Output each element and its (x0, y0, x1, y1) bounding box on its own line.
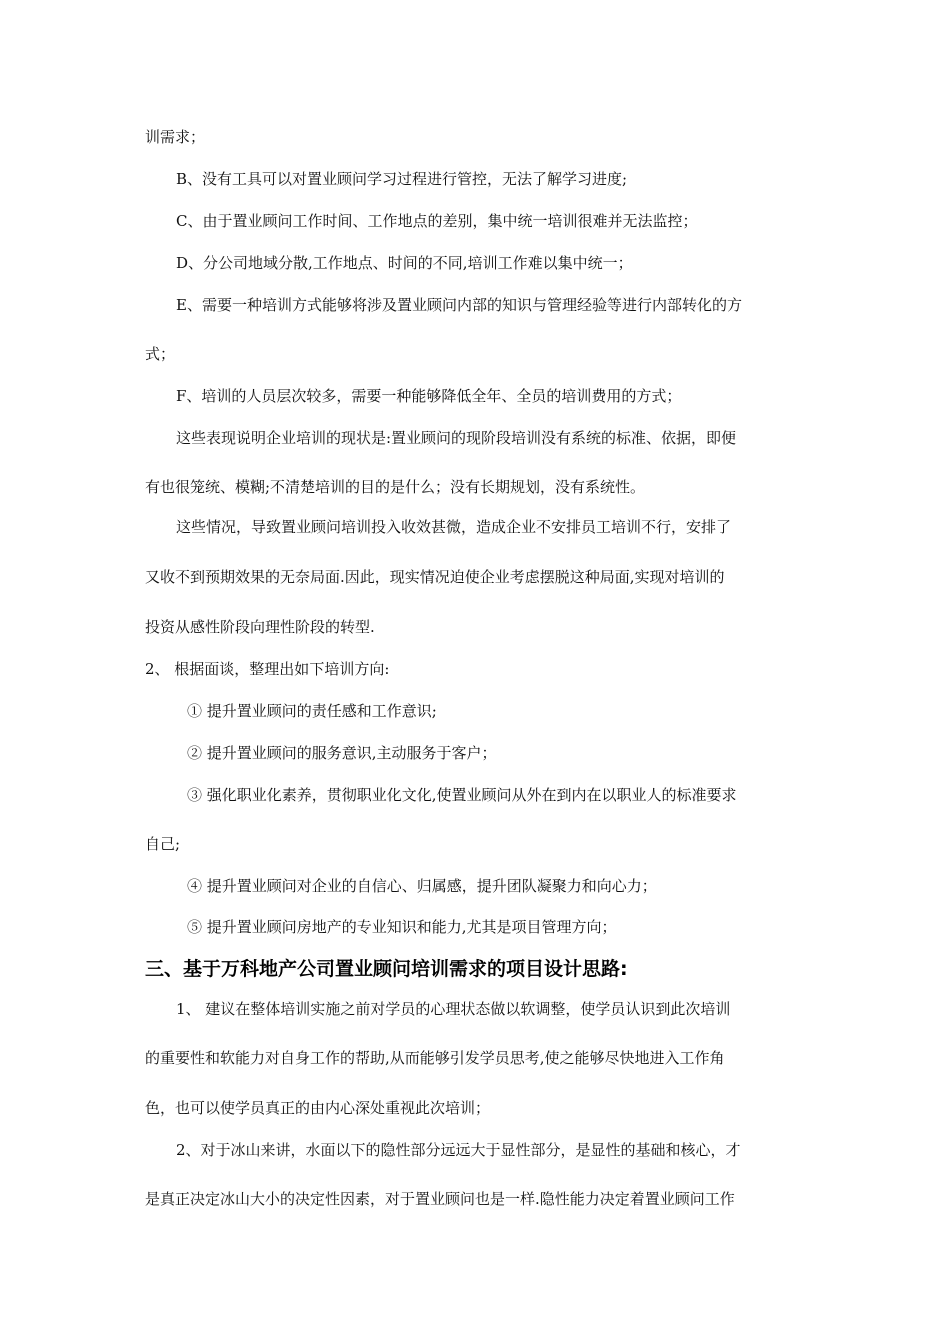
numbered-item: 2、 根据面谈，整理出如下培训方向: (145, 660, 390, 678)
text-line: C、由于置业顾问工作时间、工作地点的差别，集中统一培训很难并无法监控； (176, 212, 698, 230)
list-item: ② 提升置业顾问的服务意识,主动服务于客户； (187, 744, 497, 762)
text-line: F、培训的人员层次较多，需要一种能够降低全年、全员的培训费用的方式； (176, 387, 682, 405)
numbered-item: 1、 建议在整体培训实施之前对学员的心理状态做以软调整，使学员认识到此次培训 (176, 1000, 731, 1018)
text-line: 又收不到预期效果的无奈局面.因此，现实情况迫使企业考虑摆脱这种局面,实现对培训的 (145, 568, 725, 586)
text-line: 式； (145, 345, 176, 363)
text-line: 这些表现说明企业培训的现状是:置业顾问的现阶段培训没有系统的标准、依据，即便 (176, 429, 737, 447)
text-line: E、需要一种培训方式能够将涉及置业顾问内部的知识与管理经验等进行内部转化的方 (176, 296, 742, 314)
section-heading: 三、基于万科地产公司置业顾问培训需求的项目设计思路: (145, 958, 628, 980)
text-line: 有也很笼统、模糊;不清楚培训的目的是什么；没有长期规划，没有系统性。 (145, 478, 646, 496)
list-item: ④ 提升置业顾问对企业的自信心、归属感，提升团队凝聚力和向心力； (187, 877, 657, 895)
list-item: ③ 强化职业化素养，贯彻职业化文化,使置业顾问从外在到内在以职业人的标准要求 (187, 786, 737, 804)
text-line: B、没有工具可以对置业顾问学习过程进行管控，无法了解学习进度; (176, 170, 628, 188)
text-line: 色，也可以使学员真正的由内心深处重视此次培训； (145, 1099, 491, 1117)
numbered-item: 2、对于冰山来讲，水面以下的隐性部分远远大于显性部分，是显性的基础和核心，才 (176, 1141, 741, 1159)
text-line: 是真正决定冰山大小的决定性因素，对于置业顾问也是一样.隐性能力决定着置业顾问工作 (145, 1190, 735, 1208)
text-line: 自己; (145, 835, 181, 853)
list-item: ① 提升置业顾问的责任感和工作意识; (187, 702, 437, 720)
text-line: D、分公司地域分散,工作地点、时间的不同,培训工作难以集中统一； (176, 254, 633, 272)
text-line: 的重要性和软能力对自身工作的帮助,从而能够引发学员思考,使之能够尽快地进入工作角 (145, 1049, 725, 1067)
text-line: 训需求； (145, 128, 206, 146)
text-line: 投资从感性阶段向理性阶段的转型. (145, 618, 375, 636)
list-item: ⑤ 提升置业顾问房地产的专业知识和能力,尤其是项目管理方向； (187, 918, 617, 936)
text-line: 这些情况，导致置业顾问培训投入收效甚微，造成企业不安排员工培训不行，安排了 (176, 518, 732, 536)
